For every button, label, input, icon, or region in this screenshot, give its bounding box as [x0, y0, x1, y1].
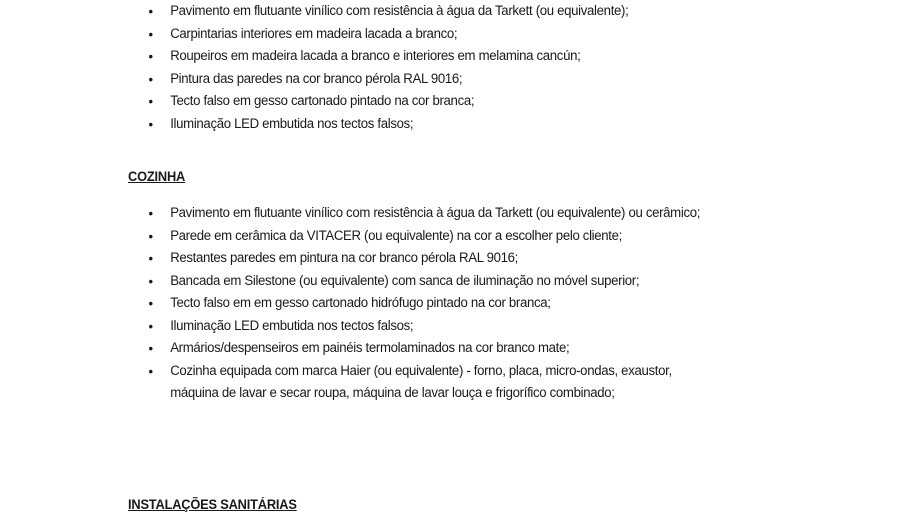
list-item	[0, 360, 714, 405]
bullet-icon: •	[148, 48, 153, 64]
list-item-text: Pavimento em flutuante vinílico com resistência à água da Tarkett (ou equivalente) ou cerâmico;	[170, 205, 701, 221]
list-item-text: Tecto falso em gesso cartonado pintado na cor branca;	[170, 93, 475, 109]
list-item-text: Restantes paredes em pintura na cor branco pérola RAL 9016;	[170, 250, 518, 266]
bullet-icon: •	[148, 93, 153, 109]
bullet-icon: •	[148, 317, 153, 334]
list-item	[0, 270, 714, 293]
list-item	[0, 225, 714, 248]
list-item-text: Armários/despenseiros em painéis termolaminados na cor branco mate;	[170, 340, 570, 356]
bullet-icon: •	[148, 272, 153, 289]
list-item-text: Iluminação LED embutida nos tectos falsos;	[170, 115, 414, 132]
list-item	[0, 337, 714, 360]
list-item	[0, 45, 714, 68]
list-item	[0, 202, 714, 225]
cozinha-bullet-list	[0, 202, 768, 405]
list-item	[0, 315, 714, 338]
bullet-icon: •	[148, 3, 153, 19]
bullet-icon: •	[148, 205, 153, 221]
bullet-icon: •	[148, 25, 153, 42]
bullet-icon: •	[148, 250, 153, 266]
list-item	[0, 90, 714, 113]
list-item-text: Tecto falso em em gesso cartonado hidrófugo pintado na cor branca;	[170, 295, 551, 311]
list-item-text: Bancada em Silestone (ou equivalente) com sanca de iluminação no móvel superior;	[170, 272, 640, 289]
bullet-icon: •	[148, 295, 153, 311]
list-item-text: Iluminação LED embutida nos tectos falsos;	[170, 317, 414, 334]
list-item	[0, 113, 714, 136]
section-heading-cozinha: COZINHA	[128, 169, 186, 184]
list-item-text: Roupeiros em madeira lacada a branco e interiores em melamina cancún;	[170, 48, 581, 64]
top-bullet-list	[0, 0, 768, 135]
bullet-icon: •	[148, 227, 153, 244]
bullet-icon: •	[148, 362, 153, 379]
list-item-text: Cozinha equipada com marca Haier (ou equivalente) - forno, placa, micro-ondas, exaustor, máquina de lavar e secar roupa, máquina de lavar louça e frigorífico combinado;	[170, 362, 672, 401]
list-item-text: Parede em cerâmica da VITACER (ou equivalente) na cor a escolher pelo cliente;	[170, 227, 622, 244]
list-item-text: Pintura das paredes na cor branco pérola RAL 9016;	[170, 70, 463, 87]
bullet-icon: •	[148, 115, 153, 132]
bullet-icon: •	[148, 340, 153, 356]
list-item	[0, 23, 714, 46]
list-item-text: Pavimento em flutuante vinílico com resistência à água da Tarkett (ou equivalente);	[170, 3, 629, 19]
list-item	[0, 0, 714, 23]
list-item-text: Carpintarias interiores em madeira lacada a branco;	[170, 25, 458, 42]
bullet-icon: •	[148, 70, 153, 87]
section-heading-instalacoes-sanitarias: INSTALAÇÕES SANITÁRIAS	[128, 497, 297, 512]
list-item	[0, 247, 714, 270]
list-item	[0, 68, 714, 91]
list-item	[0, 292, 714, 315]
